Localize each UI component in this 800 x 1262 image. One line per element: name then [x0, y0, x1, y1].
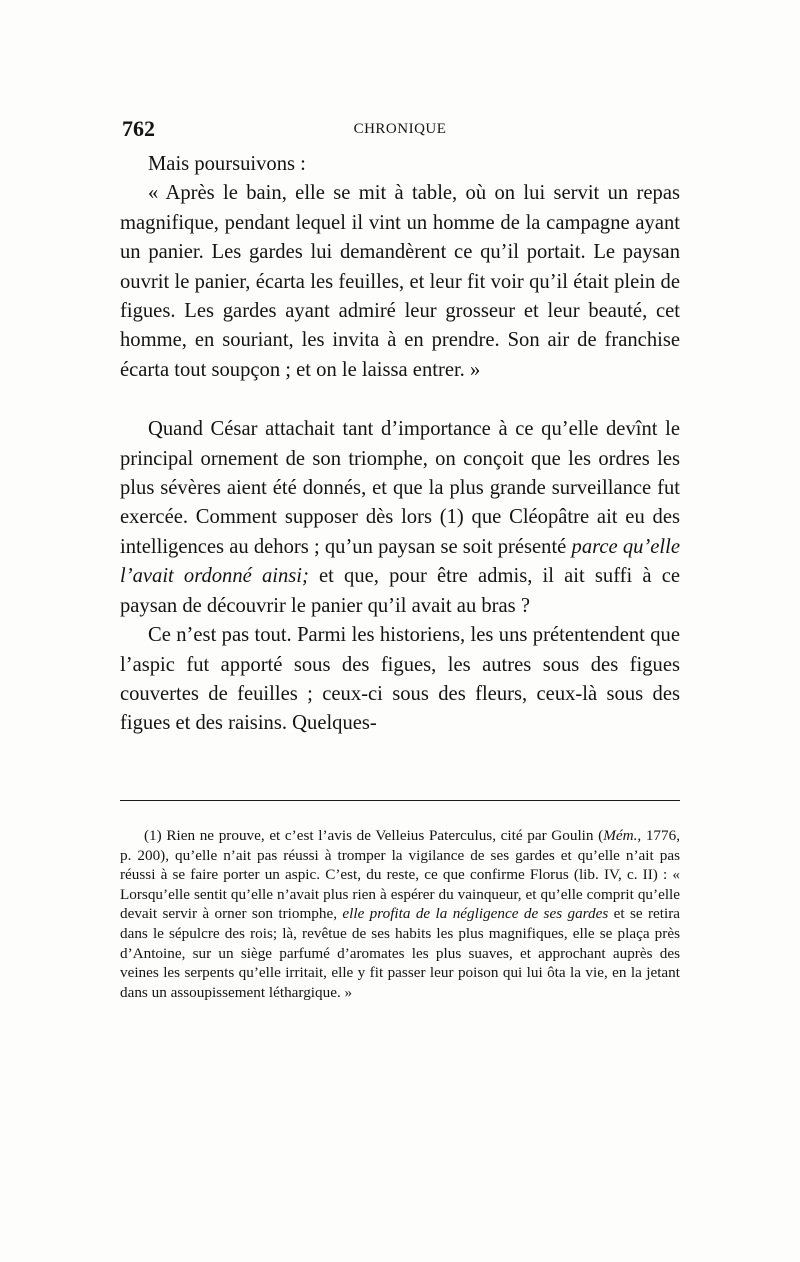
- footnote-divider: [120, 800, 680, 801]
- paragraph-3-text-a: Quand César attachait tant d’importance à ce qu’elle devînt le principal ornement de son triomphe, on conçoit que les ordres les plus sévères aient été donnés, et que la plus grande surveillance fut exercée. Comment supposer dès lors (1) que Cléopâtre ait eu des intelligences au dehors ; qu’un paysan se soit présenté: [120, 418, 680, 558]
- running-head: CHRONIQUE: [353, 121, 447, 137]
- footnote-italic-1: Mém.: [603, 827, 638, 844]
- body-text: [120, 150, 680, 739]
- paragraph-2-quotation: « Après le bain, elle se mit à table, où on lui servit un repas magnifique, pendant lequel il vint un homme de la campagne ayant un panier. Les gardes lui demandèrent ce qu’il portait. Le paysan ouvrit le panier, écarta les feuilles, et leur fit voir qu’il était plein de figues. Les gardes ayant admiré leur grosseur et leur beauté, cet homme, en souriant, les invita à en prendre. Son air de franchise écarta tout soupçon ; et on le laissa entrer. »: [120, 182, 680, 381]
- page-number: 762: [122, 116, 155, 141]
- footnote-text-2: , 1776, p. 200), qu’elle n’ait pas réussi à tromper la vigilance de ses gardes et qu’elle n’ait pas réussi à se faire porter un aspic. C’est, du reste, ce que confirme Florus (lib. IV, c. II) : « Lorsqu’elle sentit qu’elle n’avait plus rien à espérer du vainqueur, et qu’elle comprit qu’elle devait servir à orner son triomphe,: [120, 827, 680, 923]
- paragraph-3: [120, 415, 680, 621]
- footnote-text-3: et se retira dans le sépulcre des rois; là, revêtue de ses habits les plus magnifiques, elle se plaça près d’Antoine, sur un siège parfumé d’aromates les plus suaves, et approchant auprès des veines les serpents qu’elle irritait, elle y fit passer leur poison qui lui ôta la vie, en la jetant dans un assoupissement léthargique. »: [120, 905, 680, 1001]
- footnote-text-1: (1) Rien ne prouve, et c’est l’avis de Velleius Paterculus, cité par Goulin (: [144, 827, 604, 844]
- paragraph-3-italic: parce qu’elle l’avait ordonné ainsi;: [120, 535, 680, 588]
- paragraph-1: Mais poursuivons :: [148, 153, 306, 175]
- footnote-italic-2: elle profita de la négligence de ses gardes: [342, 905, 609, 923]
- footnotes: [120, 826, 680, 1002]
- footnote-1: [120, 826, 680, 1002]
- paragraph-3-text-b: et que, pour être admis, il ait suffi à ce paysan de découvrir le panier qu’il avait au bras ?: [120, 565, 680, 617]
- page-header: [120, 116, 680, 146]
- paragraph-4: Ce n’est pas tout. Parmi les historiens, les uns prétentendent que l’aspic fut apporté sous des figues, les autres sous des figues couvertes de feuilles ; ceux-ci sous des fleurs, ceux-là sous des figues et des raisins. Quelques-: [120, 624, 680, 735]
